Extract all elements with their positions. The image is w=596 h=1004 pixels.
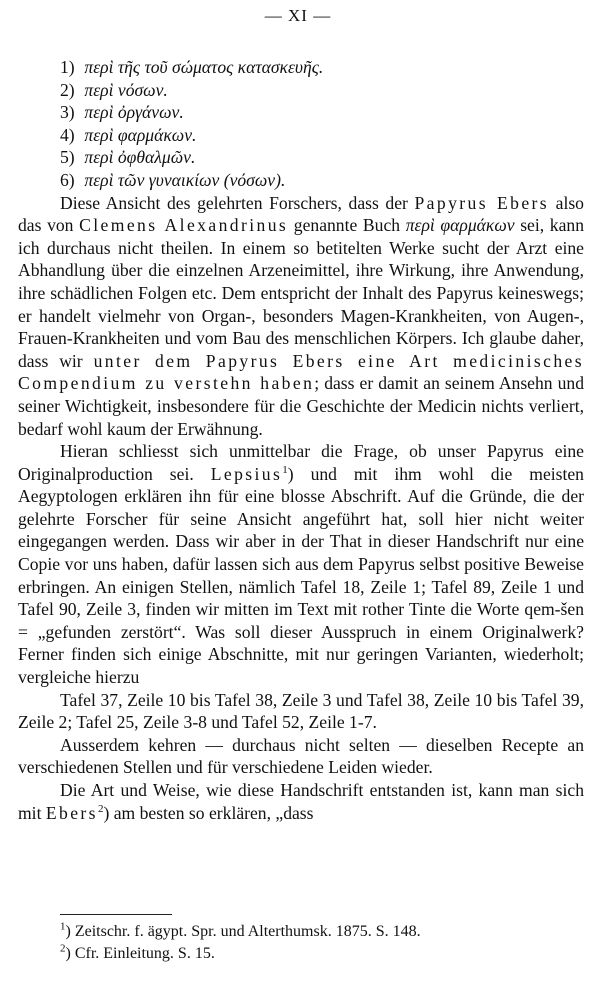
text-run: Diese Ansicht des gelehrten Forschers, dass der (60, 192, 415, 213)
text-run: also das von (18, 192, 584, 236)
text-run: Die Art und Weise, wie diese Handschrift entstanden ist, kann man sich mit (18, 780, 584, 823)
list-item-number: 4) (60, 124, 75, 145)
paragraph-hieran (18, 440, 584, 689)
footnote (60, 921, 584, 943)
spaced-name-clemens: Clemens Alexandrinus (79, 215, 289, 236)
text-run: ) am besten so erklären, „dass (103, 802, 314, 823)
paragraph-art-und-weise (18, 779, 584, 824)
list-item-number: 6) (60, 169, 75, 190)
footnote-ref: 2 (97, 802, 104, 815)
list-item (60, 101, 584, 124)
paragraph-tafel-refs: Tafel 37, Zeile 10 bis Tafel 38, Zeile 3 und Tafel 38, Zeile 10 bis Tafel 39, Zeile 2; Tafel 25, Zeile 3-8 und Tafel 52, Zeile 1-7. (18, 689, 584, 733)
list-item-number: 5) (60, 147, 75, 168)
text-run: sei, kann ich durchaus nicht theilen. In einem so betitelten Werke sucht der Arzt eine Abhandlung über die einzelnen Arzeneimittel, ihre Wirkung, ihre Anwendung, ihre schädlichen Folgen etc. Dem entspricht der Inhalt des Papyrus keineswegs; er handelt vielmehr von Organ-, besonders Magen-Krankheiten, von Augen-, Frauen-Krankheiten und vom Bau des menschlichen Körpers. Ich glaube daher, dass wir (18, 215, 584, 371)
list-item (60, 79, 584, 102)
text-run: Hieran schliesst sich unmittelbar die Frage, ob unser Papyrus eine Originalproduction sei. (18, 441, 584, 484)
paragraph-ausserdem: Ausserdem kehren — durchaus nicht selten — dieselben Recepte an verschiedenen Stellen und für verschiedene Leiden wieder. (18, 734, 584, 778)
footnote-text: ) Zeitschr. f. ägypt. Spr. und Alterthumsk. 1875. S. 148. (65, 923, 421, 940)
list-item (60, 169, 584, 192)
list-item-text: περὶ φαρμάκων. (84, 124, 197, 145)
page-body (18, 56, 584, 824)
list-item-text: περὶ ὀργάνων. (84, 102, 184, 123)
list-item (60, 146, 584, 169)
footnote-mark: 2 (60, 942, 66, 955)
list-item-text: περὶ τῆς τοῦ σώματος κατασκευῆς. (84, 57, 324, 77)
list-item-text: περὶ ὀφθαλμῶν. (84, 147, 196, 168)
text-run: ; dass er damit an seinem Ansehn und seiner Wichtigkeit, insbesondere für die Geschichte der Medicin nichts verliert, bedarf wohl kaum der Erwähnung. (18, 373, 584, 439)
list-item-text: περὶ νόσων. (84, 79, 168, 100)
list-item (60, 56, 584, 79)
text-run: ) und mit ihm wohl die meisten Aegyptologen erklären ihn für eine blosse Abschrift. Auf die Gründe, die der gelehrte Forscher für seine Ansicht angeführt hat, soll hier nicht weiter eingegangen werden. Dass wir aber in der That in dieser Handschrift nur eine Copie vor uns haben, dafür lassen sich aus dem Papyrus selbst positive Beweise erbringen. An einigen Stellen, nämlich Tafel 18, Zeile 1; Tafel 89, Zeile 1 und Tafel 90, Zeile 3, finden wir mitten im Text mit rother Tinte die Worte qem-šen = „gefunden zerstört“. Was soll dieser Ausspruch in einem Originalwerk? Ferner finden sich einige Abschnitte, mit nur geringen Varianten, wiederholt; vergleiche hierzu (18, 463, 584, 688)
list-item-number: 2) (60, 79, 75, 100)
text-run: genannte Buch (288, 215, 406, 236)
footnote-ref: 1 (282, 463, 288, 476)
greek-title-list (60, 56, 584, 192)
page-number-header: — XI — (264, 6, 332, 25)
footnote-mark: 1 (60, 920, 66, 933)
spaced-name-ebers: Ebers (45, 802, 98, 823)
list-item (60, 124, 584, 147)
footnote-divider (60, 914, 172, 915)
footnotes (18, 914, 584, 965)
spaced-name-papyrus-ebers: Papyrus Ebers (414, 192, 550, 213)
spaced-emphasis: unter dem Papyrus Ebers eine Art medicinisches Compendium zu verstehn haben (18, 350, 584, 394)
footnote (60, 943, 584, 965)
list-item-text: περὶ τῶν γυναικίων (νόσων). (84, 169, 286, 190)
spaced-name-lepsius: Lepsius (210, 463, 283, 484)
list-item-number: 1) (60, 57, 75, 77)
greek-title: περὶ φαρμάκων (405, 215, 515, 236)
list-item-number: 3) (60, 102, 75, 123)
footnote-text: ) Cfr. Einleitung. S. 15. (65, 945, 215, 962)
paragraph-ansicht (18, 192, 584, 441)
